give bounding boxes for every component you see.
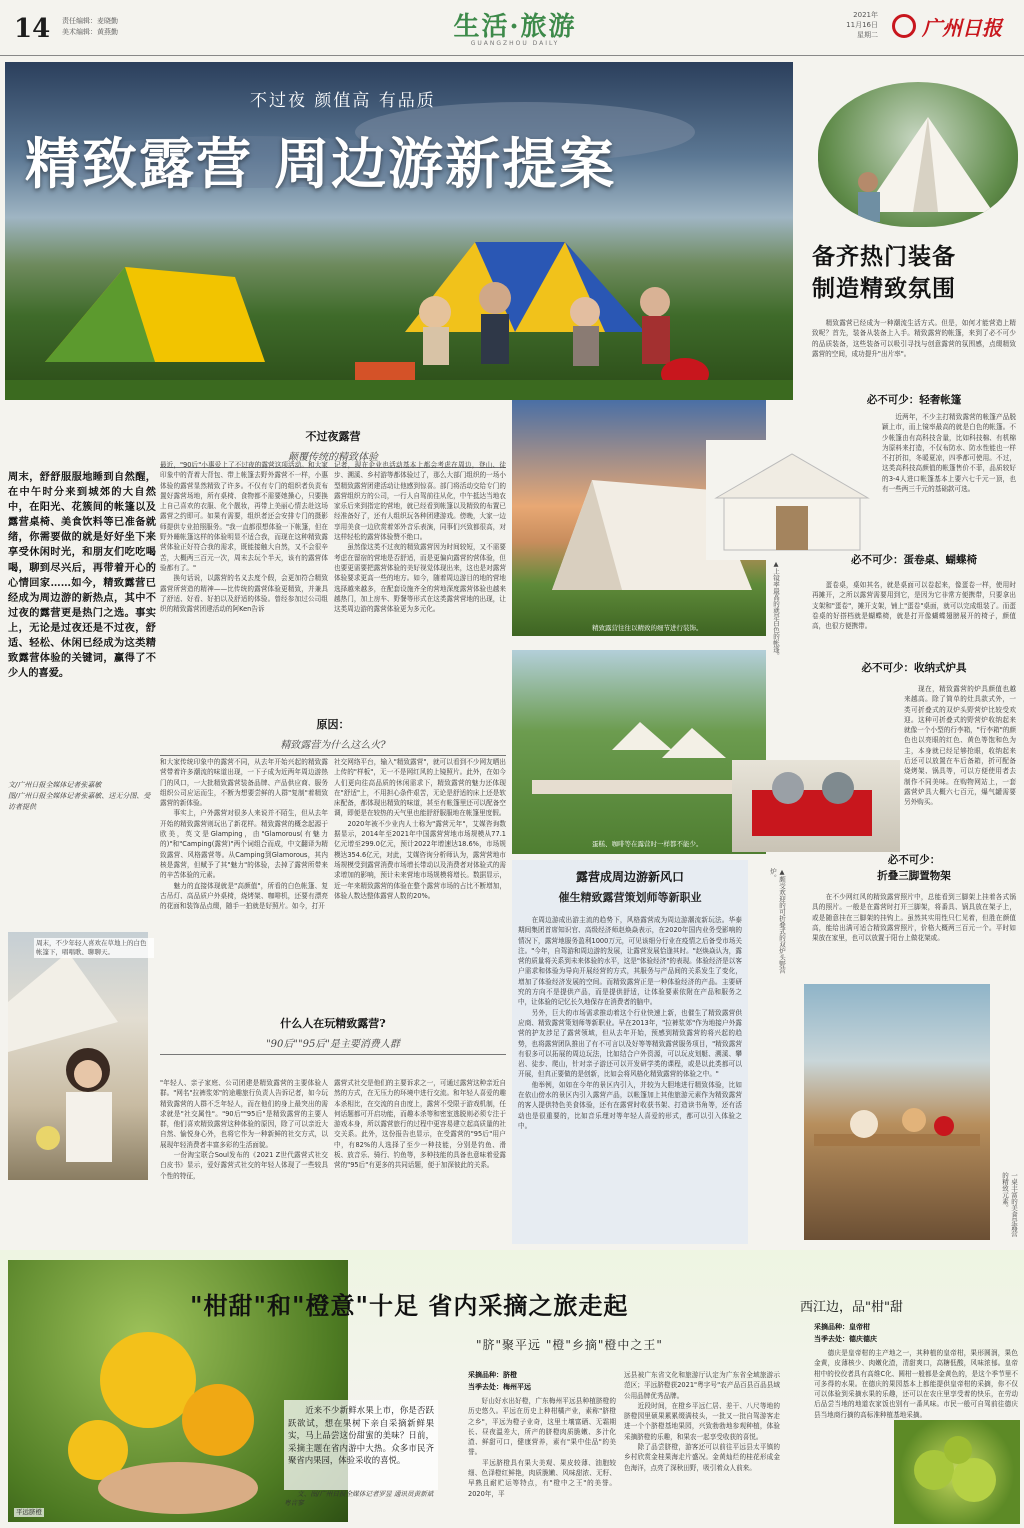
table-food-photo [804, 984, 990, 1240]
table-illustration [804, 984, 990, 1240]
date-block [842, 10, 878, 40]
side-title-1: 备齐热门装备 [812, 243, 956, 270]
sec4-body: 在周边游成出游主流的趋势下，风格露营成为周边游潮流新玩法。华泰期间集团首席知识官、高级经济师赵焕焱表示，在2020年国内业务受影响的情况下，露营地服务盈利1000万元，可见该细分行业在疫情之后备受市场关注。"今年，自驾游和周边游的发展，让露营发展恰逢其时。"赵焕焱认为，露营的质量将关系到未来体验的水平，这是"体验经济"的表现。体验经济是以客户需求和体验为导向开展经营的方式，其服务与产品间的关系发生了变化，增加了体验经济发展的空间。而精致露营正是一种体验经济的产品。主要研究的方向不是提供产品，而是提供舒适，让体验要素依附在产品和服务之中，让体验的记忆长久地保存在消费者的脑中。 另外，巨大的市场需求推动着这个行业快速上新，也催生了精致露营供应商、精致露营策划师等新职业。早在2013年，"拉裤浆郊"作为地接户外露营的护友涉足了露营领域，但从去年开始，预感到精致露营的将兴起的趋势，也将露营团队推出了有不可言以及好等等精致露营服务项目，"精致露营有很多可以拓展的周边玩法，比如结合户外资源，可以玩皮划艇、溯溪、攀岩、徒步、爬山，针对亲子游还可以开发研学类的课程，或是以此类都可以开展，但真正要做的是创新，比如会将风格化精致露营的体验之中。" 他举例，如如在今年的景区内引入，并较为大胆地进行精致体验，比如在依山傍水的景区内引入露营产品，以帐篷加上其他旅游元素作为精致露营的客人提供特色美食体验，还有在露营时收获书架、打造读书角等，还有活动也是很重要的，比如音乐理对等年轻人喜爱的形式，都可以引入体验之中。 [518, 916, 742, 1130]
mandarin-illustration [894, 1420, 1020, 1524]
masthead [0, 0, 1024, 56]
photo-credit-left: 平远脐橙 [16, 1508, 42, 1516]
section-title: 生活·旅游 [453, 12, 577, 42]
date-day: 11月16日 [846, 21, 878, 29]
caption-tent-photo: 精致露营往往以精致的细节进行装饰。 [592, 624, 703, 632]
caption-picnic: 蛋糕、咖啡等在露营时一样都不能少。 [592, 840, 703, 848]
editor-line: 美术编辑：黄燕勤 [62, 28, 118, 36]
date-year: 2021年 [853, 11, 878, 19]
sec2-col2: 社交网络平台，输入"精致露营"，就可以看到不少网友晒出上传的"样板"，无一不是网红风的上镜照片。此外，在如今人们更向往高品质的休闲需求下，精致露营的魅力还体现在"舒适"上，不用担心条件艰苦，无论是舒适的床上还是软床配备，都体现出精致的味道，甚至有帐篷里还可以配备空调，即便是在较热的天气里也能舒舒服服地在帐篷里度假。 2020年被不少业内人士称为"露营元年"，艾媒咨询数据显示，2014年至2021年中国露营营地市场规模从77.1亿元增至299.0亿元，预计2022年增速达18.6%，市场规模达354.6亿元，对此，艾媒咨询分析师认为，露营营地市场规模受到露营消费市场增长带动以及消费者对体验式的需求增加的影响，预计未来营地市场规模将增长。数据显示，近一年来精致露营的体验在整个露营市场的占比不断增加，体验人数达整体露营人数的20%。 [334, 758, 506, 900]
bottom-subtitle: "脐"聚平远 "橙"乡摘"橙中之王" [476, 1338, 663, 1352]
sec1-col1: 最近，"90后"小惠爱上了不过夜的露营这项活动。和大家印象中的背着大背包、带上帐篷去野外露营不一样，小惠体验的露营显然精致了许多。不仅有专门的组织者负责布置好露营场地，所有桌椅、食物都不需要她操心，只要换上自己喜欢的衣服、化个靓妆，再带上美丽心情去赴这场露营之约即可。如果有需要，组织者还会安排专门的摄影师提供专业拍照服务。"我一直都很想体验一下帐篷，但在野外睡帐篷这样的体验明显不适合我，而现在这种精致露营体验正好符合我的需求，既能接触大自然，又不会很辛苦，大概两三百元一次，周末去玩个半天，该有的露营体验都有了。" 换句话说，以露营的名义去度个假，会更加符合精致露营所营造的精神——比传统的露营体验更精致，并兼具了舒适、好看、好拍以及舒适的体验。曾经参加过公司组织的精致露营团建活动的阿Ken告诉 [160, 461, 328, 614]
sec3-col2: 露营式社交是他们的主要诉求之一，可通过露营这种亲近自然的方式，在无压力的环境中进行交流。和年轻人喜爱的趣本杀相比，在交流的自由度上，露营不受限于游戏机制，任何话题都可开启功能，而趣本杀等和密室逃脱则必须专注于游戏本身，所以露营旅行的过程中更容易建立起高质量的社交关系。此外，这份报告也显示，在受露营的"95后"用户中，有82%的人选择了至少一种技能，分别是钓鱼、滑板、放音乐、骑行、钓鱼等，多种技能的具备也意味着爱露营的"95后"有更多的共同话题，便于加深彼此的关系。 [334, 1079, 506, 1170]
sec4-box [512, 860, 748, 1244]
page-number: 14 [14, 14, 51, 44]
sec2-title: 原因： [316, 718, 350, 731]
section-subtitle: GUANGZHOU DAILY [470, 40, 560, 47]
right-h4: 必不可少： [887, 854, 941, 866]
sec3-title: 什么人在玩精致露营? [280, 1017, 386, 1030]
credit-line: 文/广州日报全媒体记者张嘉敏 [8, 781, 102, 789]
newspaper-logo: 广州日报 [922, 16, 1002, 40]
right-h4b: 折叠三脚置物架 [877, 870, 951, 882]
feature-headline: 精致露营 周边游新提案 [25, 131, 617, 196]
pick2-title: 采摘品种：皇帝柑 [814, 1323, 870, 1331]
pick1-body2: 远县被广东省文化和旅游厅认定为广东省全域旅游示范区；平远脐橙获2021"粤字号"农产品百县百品县域公用品牌优秀品牌。 近段时间，在橙乡平远仁居、差干、八尺等地的脐橙园里硕果累累缀满枝头，一批又一批自驾游客走进一个个脐橙基地果园，兴致勃勃地参观种植，体验采摘脐橙的乐趣，和果农一起享受收获的喜悦。 除了品尝脐橙，游客还可以前往平远县太平镇的乡村欣赏金桂果海走片盛况。金黄灿烂的桂花形成金色海洋，点亮了深秋田野，吸引着众人前来。 [624, 1371, 780, 1472]
feature-kicker: 不过夜 颜值高 有品质 [250, 91, 436, 111]
guitar-tent-photo [818, 82, 1018, 227]
right-b3: 现在，精致露营的炉具颜值也越来越高。除了简单的灶具款式外，一类可折叠式的双炉头野营炉比较受欢迎。这种可折叠式的野营炉收纳起来就像一个小型的行李箱，"行李箱"的颜色也以亮眼的红色、黄色等饱和色为主，本身就已经足够抢眼，收纳起来后还可以放置在车后备箱，折可配备烧烤架、锅具等，可以方便使用者去制作不同美味。在购物网站上，一套露营炉具大概六七百元，爆气罐需要另外购买。 [904, 685, 1016, 807]
right-h1: 必不可少：轻奢帐篷 [866, 394, 962, 406]
sec4-subtitle: 催生精致露营策划师等新职业 [558, 891, 702, 904]
caption-table: 一桌丰富的美食是露营的精致元素。 [1001, 1172, 1018, 1237]
logo-icon [892, 14, 916, 38]
right-intro: 精致露营已经成为一种潮流生活方式。但是，如何才能营造上精致呢？首先，装备从装备上入手。精致露营的帐篷，来到了必不可少的品质装备，这些装备可以吸引寻找与创意露营的氛围感，点缀精致露营的空间，成功提升"出片率"。 [812, 319, 1016, 358]
bottom-section [0, 1250, 1024, 1528]
right-b2: 蛋卷桌，桌如其名，就是桌面可以卷起来，像蛋卷一样，使用时再摊开，之所以露营需要用到它，是因为它非常方便携带，只要拿出支架和"蛋卷"，摊开支架，铺上"蛋卷"桌面，就可以完成组装了。而蛋卷桌的好搭档就是蝴蝶椅，就是打开像蝴蝶翅膀展开的椅子，颜值高，也很方便携带。 [812, 581, 1016, 631]
hero-scene [5, 62, 793, 400]
left-intro-text: 周末，舒舒服服地睡到自然醒，在中午时分来到城郊的大自然中，在阳光、花簇间的帐篷以及露营桌椅、美食饮料等已准备就绪，你需要做的就是好好坐下来享受休闲时光，和朋友们吃吃喝喝，聊到尽兴后，再带着开心的心情回家……如今，精致露营已经成为周边游的新热点，其中不过夜的露营更是热门之选。事实上，无论是过夜还是不过夜，舒适、轻松、休闲已经成为这类精致露营体验的关键词，赢得了不少人的喜爱。 [8, 471, 156, 680]
girl-camping-photo [8, 932, 148, 1180]
pick2-where: 当季去处：德庆德庆 [814, 1335, 877, 1343]
sec4-title: 露营成周边游新风口 [575, 870, 684, 884]
sec1-col2: 记者，现在企业也活动基本上都会考虑在周边，登山、徒步、溯溪、乡村游等都体验过了，那么大部门组织的一场小型精致露营团建活动让他感到惊喜。部门将活动交给专门的露营组织方的公司，一行人自驾前往从化，中午抵达当地农家乐后来到指定的营地，就已经看到帐篷以及精致的布置已经准备好了，还有人组织玩各种团建游戏。傍晚，大家一边享用美食一边欣赏着郊外音乐表演，同事们兴致都很高，对这样轻松的露营体验赞不绝口。 虽然像这类不过夜的精致露营因为时间较短，又不需要考虑在留宿的营地是否舒适，而是更偏向露营的营体验，但也要更需要把露营体验的美好视觉体现出来，这也是对露营体验要求更高一些的地方。如今，随着周边游目的地的营地选择越来越多，在配套设施齐全的营地深度露营体验也越来越热门，加上房车、野餐等形式在这类露营营地的出现，让这类周边游的露营体验更为多元化。 [334, 461, 506, 614]
pick1-title: 采摘品种：脐橙 [468, 1371, 517, 1379]
side-title-2: 制造精致氛围 [812, 275, 956, 302]
sec3-subtitle: "90后""95后"是主要消费人群 [266, 1039, 400, 1050]
sec3-col1: "年轻人、亲子家庭、公司团建是精致露营的主要体验人群。"网名"拉裤浆郊"的途趣旅行负责人告诉记者，如今玩精致露营的人群不乏年轻人，而在他们的身上最突出的需求就是"社交属性"。"90后""95后"是精致露营的主要人群，他们喜欢精致露营这种体验的原因，除了可以亲近大自然、愉悦身心外，也将它作为一种新鲜的社交方式，以展现年轻消费者丰富多彩的生活面貌。 一份淘宝联合Soul发布的《2021 Z世代露营式社交白皮书》显示，爱好露营式社交的年轻人体现了一些较具个性的特征， [160, 1079, 328, 1180]
right-b1: 近两年，不少主打精致露营的帐篷产品脱颖上市，而上镜率最高的就是白色的帐篷。不少帐篷由有高科技含量，比如科技棉、有机棉为原料来打造，不仅布防水、防水性能也一样不打折扣，冬暖夏凉，四季都可使用。不过，这类高科技高颜值的帐篷售价不菲，品质较好的3-4人进口帐篷基本上要六七千元一顶，也有一些两三千元的基础款可选。 [882, 413, 1016, 494]
sec3-header [160, 1015, 506, 1055]
pick2-head: 西江边，品"柑"甜 [800, 1300, 903, 1315]
right-h2: 必不可少：蛋卷桌、蝴蝶椅 [851, 554, 977, 566]
bottom-intro: 近来不少新鲜水果上市，你是否跃跃欲试，想在果树下亲自采摘新鲜果实，马上品尝这份甜蜜的美味？日前，采摘主题在省内游中大热。众多市民齐聚省内果园，体验采收的喜悦。 [284, 1400, 438, 1490]
pick2-body: 德庆是皇帝柑的主产地之一，其种植的皇帝柑，果形圆润，果色金黄，皮薄核少、肉嫩化渣，清甜爽口，高糖低酸，风味浓郁。皇帝柑中的佼佼者具有高维C化、圆柑一般都是金黄色的，是这个季节里不可多得的水果。在德庆的果园基本上都能提供皇帝柑的采摘，你不仅可以体验到采摘水果的乐趣，还可以在农庄里享受着的快乐，在劳动后品尝当地的地道农家饭也别有一番风味。市民一般可自驾前往德庆县当地商行摘的高标准种植基地采摘。 [814, 1349, 1018, 1419]
mandarin-photo [894, 1420, 1020, 1524]
right-h3: 必不可少：收纳式炉具 [861, 662, 967, 674]
right-b4: 在不少网红风的精致露营照片中，总能看到三脚架上挂着各式锅具的照片。一般是在露营时打开三脚架，将番具、锅具放在架子上，或是随意挂在三脚架的挂钩上。虽然其实用性只仁见着，但胜在颜值高，能给出满可适合精致露营照片，价格大概两三百元一个。平时如果放在家里，也可以放置于阳台上做花架或。 [812, 893, 1016, 943]
caption-guitar-tent: 周末，不少年轻人喜欢在草地上的白色帐篷下，唱唱歌、聊聊天。 [34, 938, 154, 958]
bottom-intro-credit: 文、图/广州日报全媒体记者罗显 通讯员黄新斌 粤音寥 [284, 1490, 434, 1507]
girl-illustration [8, 932, 148, 1180]
caption-stove: ▲颇受欢迎的可折叠式的双炉头野营炉。 [769, 868, 786, 974]
credit-line: 图/广州日报全媒体记者张嘉敏、送无分图、受访者提供 [8, 792, 151, 811]
sec2-col1: 和大家传统印象中的露营不同，从去年开始兴起的精致露营带着许多潮流的味道出现，一下子成为近两年周边游热门的风口，一大批精致露营装备品牌、产品供应商、服务组织公司应运而生，不断为想要尝鲜的人群"复制"着精致露营的新体验。 事实上，户外露营对很多人来说并不陌生，但从去年开始的精致露营则玩出了新花样。精致露营的概念起源于欧美，英文是Glamping，由"Glamorous(有魅力的)"和"Camping(露营)"两个词组合而成，中文翻译为精致露营、风格露营等。从Camping到Glamorous，其内核是露营，但赋予了其"魅力"的体验，去掉了露营所带来的辛苦体验的元素。 魅力的直接体现就是"高颜值"，所看的白色帐篷、复古吊灯、高品质户外桌椅，烧烤架、咖啡机，还要有漂亮的花面和装饰品点缀，随手一拍就是好照片。如今，打开 [160, 758, 328, 911]
picnic-lawn-photo [512, 650, 766, 854]
caption-tent-side: ▲上镜率最高的就是白色的帐篷。 [772, 560, 780, 659]
bottom-headline: "柑甜"和"橙意"十足 省内采摘之旅走起 [190, 1291, 629, 1320]
weekday: 星期二 [857, 31, 878, 39]
sec1-title: 不过夜露营 [305, 430, 361, 443]
sec1-subtitle: 颠覆传统的精致体验 [288, 452, 378, 463]
left-intro-credits [8, 780, 156, 813]
pick1-body: 好山好水出好橙，广东梅州平远县种植脐橙的历史悠久。平远在历史上种柑橘产业，素称"脐橙之乡"，平远为橙子业奇，这里土壤富硒、无霜期长、昼夜温差大，所产的脐橙肉质脆嫩、多汁化渣、鲜甜可口，健康营养，素有"果中佳品"的美誉。 平远脐橙具有果大美观、果皮较薄、油胞较细、色泽橙红鲜艳，肉质脆嫩、风味甜浓、无籽、早熟且耐贮运等特点，有"橙中之王"的美誉。2020年，平 [468, 1397, 616, 1498]
picnic-illustration [512, 650, 766, 854]
hero-camping-photo [5, 62, 793, 400]
white-tent-illustration [818, 82, 1018, 227]
divider [160, 755, 506, 756]
editor-line: 责任编辑：麦晓勤 [62, 17, 118, 25]
sec2-header [160, 716, 506, 756]
editor-credits [62, 16, 118, 38]
divider [160, 1054, 506, 1055]
sec2-subtitle: 精致露营为什么这么火? [280, 740, 386, 751]
pick1-where: 当季去处：梅州平远 [468, 1383, 531, 1391]
